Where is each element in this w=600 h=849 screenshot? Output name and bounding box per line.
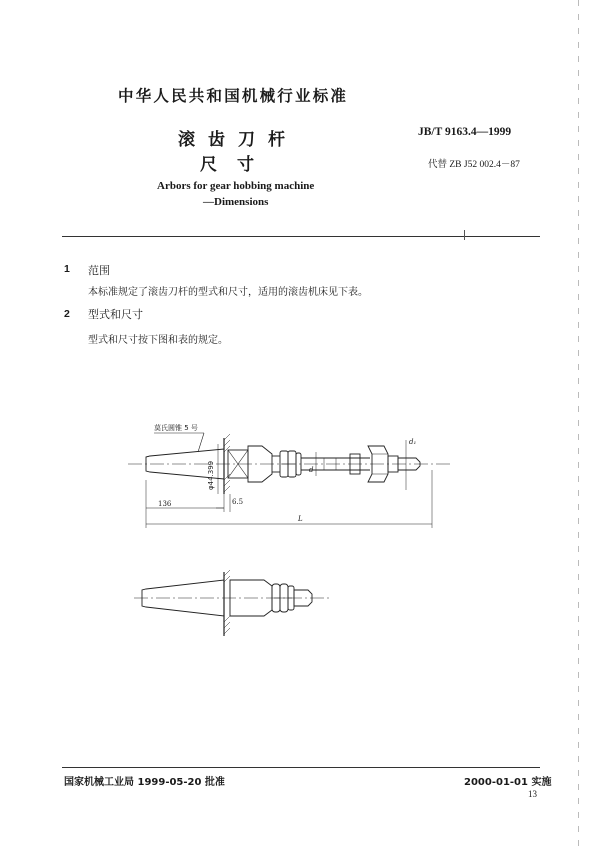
standard-number: JB/T 9163.4—1999 xyxy=(418,126,512,138)
page-number: 13 xyxy=(528,789,537,799)
title-cn-line2: 尺寸 xyxy=(200,155,274,175)
taper-label: 莫氏圆锥 5 号 xyxy=(154,424,198,432)
section-1-body: 本标准规定了滚齿刀杆的型式和尺寸，适用的滚齿机床见下表。 xyxy=(88,287,368,298)
title-cn-line1: 滚齿刀杆 xyxy=(178,130,298,150)
section-2-title: 型式和尺寸 xyxy=(88,308,143,321)
scan-edge xyxy=(578,0,579,849)
d-label: d xyxy=(309,466,314,474)
title-en-line1: Arbors for gear hobbing machine xyxy=(157,180,315,192)
section-2-body: 型式和尺寸按下图和表的规定。 xyxy=(88,335,228,346)
dim-136-label: 136 xyxy=(158,500,172,508)
approval-note: 国家机械工业局 1999-05-20 批准 xyxy=(64,777,225,788)
arbor-drawing xyxy=(120,400,460,650)
diameter-label: φ44.399 xyxy=(207,460,215,490)
d1-label: d₁ xyxy=(409,438,417,446)
section-2-number: 2 xyxy=(64,308,70,320)
dim-L-label: L xyxy=(298,515,303,523)
offset-label: 6.5 xyxy=(232,498,244,506)
divider-tick xyxy=(464,230,465,240)
section-1-number: 1 xyxy=(64,263,70,275)
industry-standard-title: 中华人民共和国机械行业标准 xyxy=(118,87,349,105)
header-divider xyxy=(62,236,540,237)
title-en-line2: —Dimensions xyxy=(203,196,269,208)
footer-divider xyxy=(62,767,540,768)
replaces-note: 代替 ZB J52 002.4－87 xyxy=(428,160,520,170)
section-1-title: 范围 xyxy=(88,264,110,277)
implementation-date: 2000-01-01 实施 xyxy=(464,777,552,788)
